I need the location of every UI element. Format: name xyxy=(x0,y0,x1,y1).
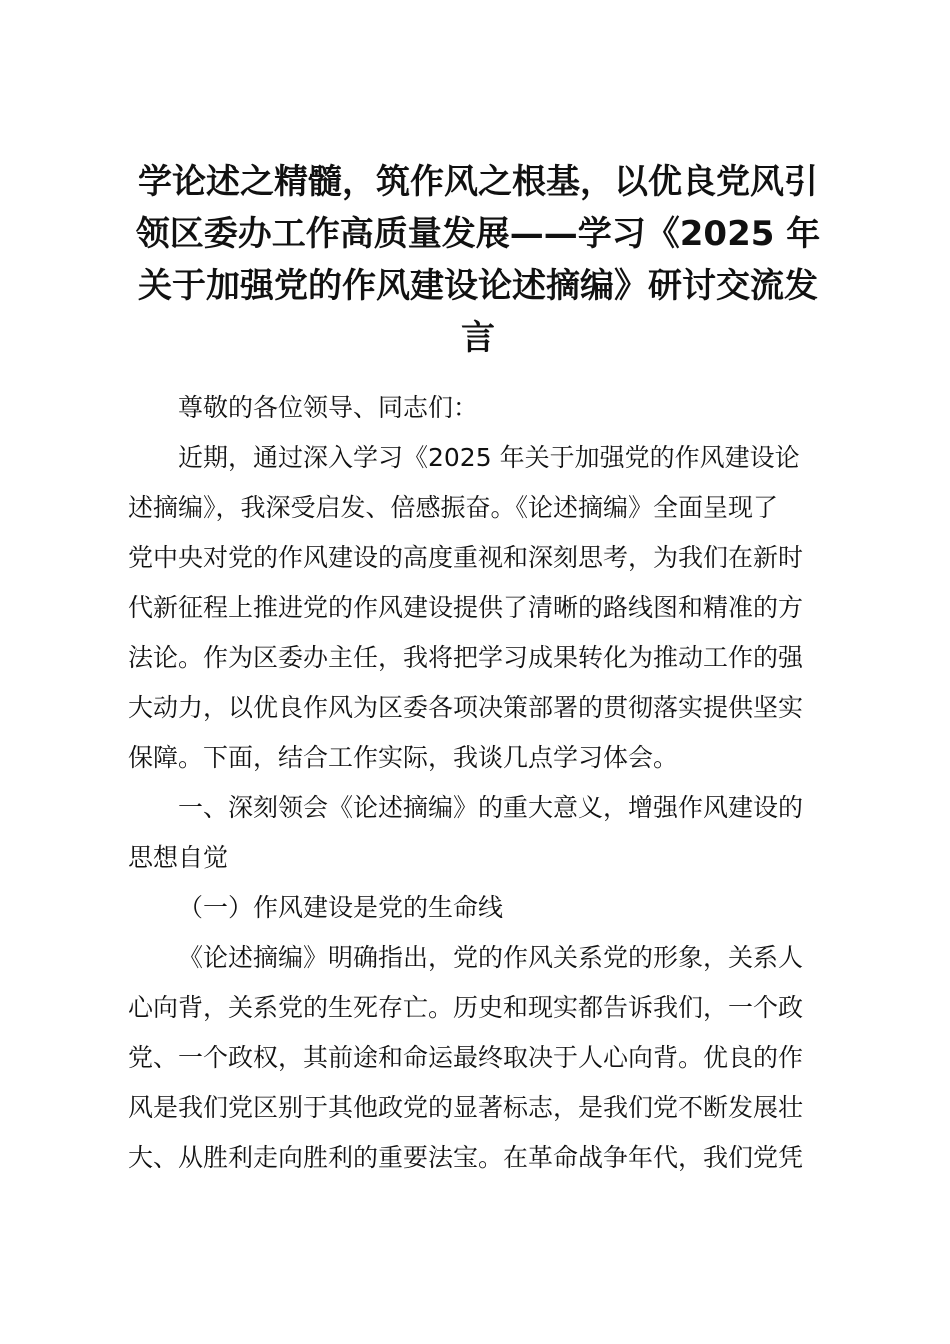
title-line: 关于加强党的作风建设论述摘编》研讨交流发 xyxy=(138,266,818,306)
paragraph-line: 风是我们党区别于其他政党的显著标志，是我们党不断发展壮 xyxy=(128,1093,804,1122)
paragraph-line: 心向背，关系党的生死存亡。历史和现实都告诉我们，一个政 xyxy=(128,993,804,1022)
document-body xyxy=(128,383,836,1183)
section-heading: 一、深刻领会《论述摘编》的重大意义，增强作风建设的 xyxy=(178,793,804,822)
salutation: 尊敬的各位领导、同志们： xyxy=(178,393,479,422)
document-title xyxy=(118,156,838,364)
title-line: 学论述之精髓，筑作风之根基，以优良党风引 xyxy=(138,162,818,202)
paragraph-line: 大动力，以优良作风为区委各项决策部署的贯彻落实提供坚实 xyxy=(128,693,804,722)
paragraph-line: 党中央对党的作风建设的高度重视和深刻思考，为我们在新时 xyxy=(128,543,804,572)
paragraph-line: 《论述摘编》明确指出，党的作风关系党的形象，关系人 xyxy=(178,943,804,972)
paragraph-line: 代新征程上推进党的作风建设提供了清晰的路线图和精准的方 xyxy=(128,593,804,622)
paragraph-line: 大、从胜利走向胜利的重要法宝。在革命战争年代，我们党凭 xyxy=(128,1143,804,1172)
paragraph-line: 保障。下面，结合工作实际，我谈几点学习体会。 xyxy=(128,743,679,772)
title-line: 领区委办工作高质量发展——学习《2025 年 xyxy=(135,214,821,254)
paragraph-line: 近期，通过深入学习《2025 年关于加强党的作风建设论 xyxy=(178,443,800,472)
title-line: 言 xyxy=(461,318,495,358)
paragraph-line: 党、一个政权，其前途和命运最终取决于人心向背。优良的作 xyxy=(128,1043,804,1072)
subsection-heading: （一）作风建设是党的生命线 xyxy=(178,893,504,922)
section-heading: 思想自觉 xyxy=(128,843,229,872)
paragraph-line: 述摘编》，我深受启发、倍感振奋。《论述摘编》全面呈现了 xyxy=(128,493,779,522)
paragraph-line: 法论。作为区委办主任，我将把学习成果转化为推动工作的强 xyxy=(128,643,804,672)
